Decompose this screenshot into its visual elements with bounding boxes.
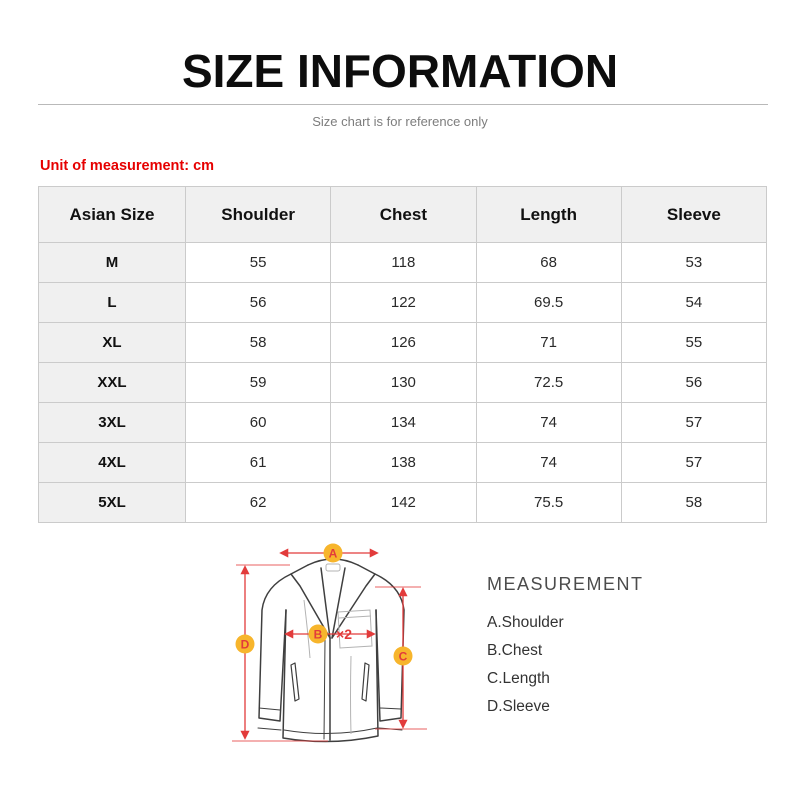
size-cell: 75.5 [476, 483, 621, 523]
row-size-label: 4XL [39, 443, 186, 483]
jacket-measurement-diagram [228, 538, 480, 770]
size-cell: 69.5 [476, 283, 621, 323]
size-cell: 57 [621, 443, 766, 483]
badge-d-label: D [240, 637, 250, 652]
size-cell: 53 [621, 243, 766, 283]
size-cell: 74 [476, 443, 621, 483]
size-table [38, 186, 767, 523]
measurement-item: D.Sleeve [487, 698, 550, 715]
badge-b-label: B [313, 627, 323, 642]
row-size-label: 3XL [39, 403, 186, 443]
row-size-label: L [39, 283, 186, 323]
page-subtitle: Size chart is for reference only [312, 114, 488, 129]
size-cell: 72.5 [476, 363, 621, 403]
row-size-label: XXL [39, 363, 186, 403]
table-row [39, 363, 767, 403]
size-cell: 56 [621, 363, 766, 403]
size-cell: 122 [331, 283, 476, 323]
table-row [39, 403, 767, 443]
table-row [39, 483, 767, 523]
measurement-legend [487, 574, 644, 721]
row-size-label: XL [39, 323, 186, 363]
measurement-item: A.Shoulder [487, 614, 564, 631]
size-cell: 68 [476, 243, 621, 283]
measure-badges [236, 544, 413, 666]
size-cell: 118 [331, 243, 476, 283]
chest-multiplier-label: ×2 [336, 626, 352, 642]
size-table-body [39, 243, 767, 523]
measurement-item: C.Length [487, 670, 550, 687]
jacket-outline [258, 559, 404, 742]
unit-of-measurement-note: Unit of measurement: cm [40, 158, 215, 174]
size-cell: 58 [621, 483, 766, 523]
measurement-heading: MEASUREMENT [487, 574, 644, 594]
size-cell: 54 [621, 283, 766, 323]
table-row [39, 323, 767, 363]
jacket-diagram-svg [228, 538, 480, 770]
measurement-items [487, 609, 644, 721]
size-cell: 57 [621, 403, 766, 443]
column-header-chest: Chest [331, 187, 476, 243]
size-cell: 74 [476, 403, 621, 443]
column-header-shoulder: Shoulder [186, 187, 331, 243]
size-cell: 56 [186, 283, 331, 323]
size-cell: 55 [621, 323, 766, 363]
badge-a-label: A [328, 546, 338, 561]
size-cell: 142 [331, 483, 476, 523]
size-cell: 55 [186, 243, 331, 283]
measurement-item: B.Chest [487, 642, 543, 659]
table-row [39, 283, 767, 323]
table-row [39, 443, 767, 483]
column-header-asian-size: Asian Size [39, 187, 186, 243]
column-header-length: Length [476, 187, 621, 243]
size-cell: 71 [476, 323, 621, 363]
row-size-label: 5XL [39, 483, 186, 523]
row-size-label: M [39, 243, 186, 283]
size-cell: 59 [186, 363, 331, 403]
title-divider [38, 104, 768, 105]
size-cell: 62 [186, 483, 331, 523]
page-title: SIZE INFORMATION [181, 45, 619, 97]
size-cell: 138 [331, 443, 476, 483]
size-cell: 60 [186, 403, 331, 443]
column-header-sleeve: Sleeve [621, 187, 766, 243]
size-cell: 61 [186, 443, 331, 483]
jacket-inner-details [304, 564, 372, 734]
size-table-header-row [39, 187, 767, 243]
table-row [39, 243, 767, 283]
size-cell: 134 [331, 403, 476, 443]
size-cell: 130 [331, 363, 476, 403]
size-cell: 126 [331, 323, 476, 363]
badge-c-label: C [398, 649, 408, 664]
size-cell: 58 [186, 323, 331, 363]
